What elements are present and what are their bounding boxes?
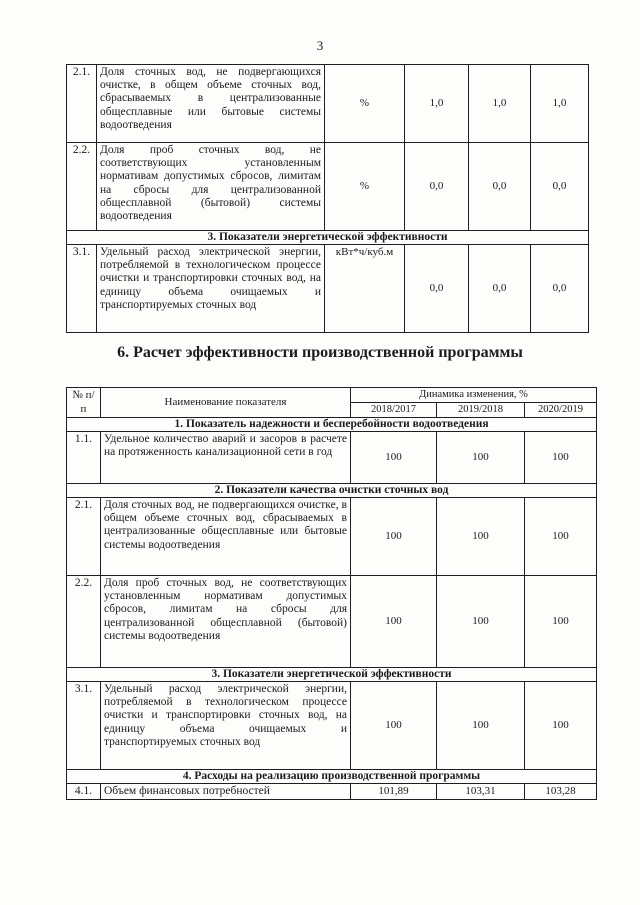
indicator-name: Удельное количество аварий и засоров в расчете на протяженность канализационной сети в год xyxy=(101,432,351,484)
section-row xyxy=(67,770,597,784)
value-cell: 100 xyxy=(351,432,437,484)
header-year: 2020/2019 xyxy=(525,403,597,418)
table-row xyxy=(67,65,589,143)
row-number: 2.1. xyxy=(67,498,101,576)
value-cell: 1,0 xyxy=(405,65,469,143)
value-cell: 100 xyxy=(351,576,437,668)
section-row xyxy=(67,231,589,245)
value-cell: 103,28 xyxy=(525,784,597,800)
section-row xyxy=(67,668,597,682)
row-number: 3.1. xyxy=(67,245,97,333)
indicator-name: Доля проб сточных вод, не соответствующих установленным нормативам допустимых сбросов, лимитам на сбросы для централизованной общесплавной (бытовой) системы водоотведения xyxy=(97,143,325,231)
row-number: 2.2. xyxy=(67,576,101,668)
table-row xyxy=(67,245,589,333)
value-cell: 0,0 xyxy=(405,245,469,333)
table-row xyxy=(67,498,597,576)
indicators-table-continued xyxy=(66,64,589,333)
row-number: 2.1. xyxy=(67,65,97,143)
row-number: 2.2. xyxy=(67,143,97,231)
table-row xyxy=(67,576,597,668)
indicator-name: Доля сточных вод, не подвергающихся очистке, в общем объеме сточных вод, сбрасываемых в централизованные общесплавные или бытовые системы водоотведения xyxy=(97,65,325,143)
section-heading: 2. Показатели качества очистки сточных вод xyxy=(67,484,597,498)
value-cell: 0,0 xyxy=(531,245,589,333)
section-heading: 3. Показатели энергетической эффективности xyxy=(67,231,589,245)
value-cell: 0,0 xyxy=(469,245,531,333)
unit-cell: % xyxy=(325,143,405,231)
row-number: 1.1. xyxy=(67,432,101,484)
value-cell: 100 xyxy=(437,576,525,668)
indicator-name: Доля сточных вод, не подвергающихся очистке, в общем объеме сточных вод, сбрасываемых в централизованные общесплавные или бытовые системы водоотведения xyxy=(101,498,351,576)
table-row xyxy=(67,784,597,800)
section-row xyxy=(67,484,597,498)
value-cell: 100 xyxy=(351,498,437,576)
section-row xyxy=(67,418,597,432)
value-cell: 100 xyxy=(525,576,597,668)
value-cell: 1,0 xyxy=(469,65,531,143)
section-title: 6. Расчет эффективности производственной программы xyxy=(117,344,523,361)
value-cell: 100 xyxy=(437,682,525,770)
value-cell: 0,0 xyxy=(531,143,589,231)
header-row xyxy=(67,388,597,403)
value-cell: 100 xyxy=(525,498,597,576)
table-row xyxy=(67,432,597,484)
section-heading: 4. Расходы на реализацию производственной программы xyxy=(67,770,597,784)
header-year: 2019/2018 xyxy=(437,403,525,418)
efficiency-table xyxy=(66,387,597,800)
section-heading: 1. Показатель надежности и бесперебойности водоотведения xyxy=(67,418,597,432)
value-cell: 100 xyxy=(525,682,597,770)
row-number: 4.1. xyxy=(67,784,101,800)
indicator-name: Удельный расход электрической энергии, потребляемой в технологическом процессе очистки и транспортировки сточных вод, на единицу объема очищаемых и транспортируемых сточных вод xyxy=(97,245,325,333)
value-cell: 100 xyxy=(525,432,597,484)
value-cell: 100 xyxy=(437,498,525,576)
value-cell: 101,89 xyxy=(351,784,437,800)
indicator-name: Удельный расход электрической энергии, потребляемой в технологическом процессе очистки и транспортировки сточных вод, на единицу объема очищаемых и транспортируемых сточных вод xyxy=(101,682,351,770)
value-cell: 100 xyxy=(351,682,437,770)
value-cell: 0,0 xyxy=(469,143,531,231)
page-number: 3 xyxy=(316,38,324,53)
value-cell: 1,0 xyxy=(531,65,589,143)
header-year: 2018/2017 xyxy=(351,403,437,418)
header-indicator-name: Наименование показателя xyxy=(101,388,351,418)
value-cell: 103,31 xyxy=(437,784,525,800)
indicator-name: Объем финансовых потребностей xyxy=(101,784,351,800)
header-number: № п/п xyxy=(67,388,101,418)
table-row xyxy=(67,143,589,231)
value-cell: 0,0 xyxy=(405,143,469,231)
indicator-name: Доля проб сточных вод, не соответствующих установленным нормативам допустимых сбросов, лимитам на сбросы для централизованной общесплавной (бытовой) системы водоотведения xyxy=(101,576,351,668)
unit-cell: % xyxy=(325,65,405,143)
value-cell: 100 xyxy=(437,432,525,484)
unit-cell: кВт*ч/куб.м xyxy=(325,245,405,333)
section-heading: 3. Показатели энергетической эффективности xyxy=(67,668,597,682)
table-row xyxy=(67,682,597,770)
header-dynamics: Динамика изменения, % xyxy=(351,388,597,403)
row-number: 3.1. xyxy=(67,682,101,770)
